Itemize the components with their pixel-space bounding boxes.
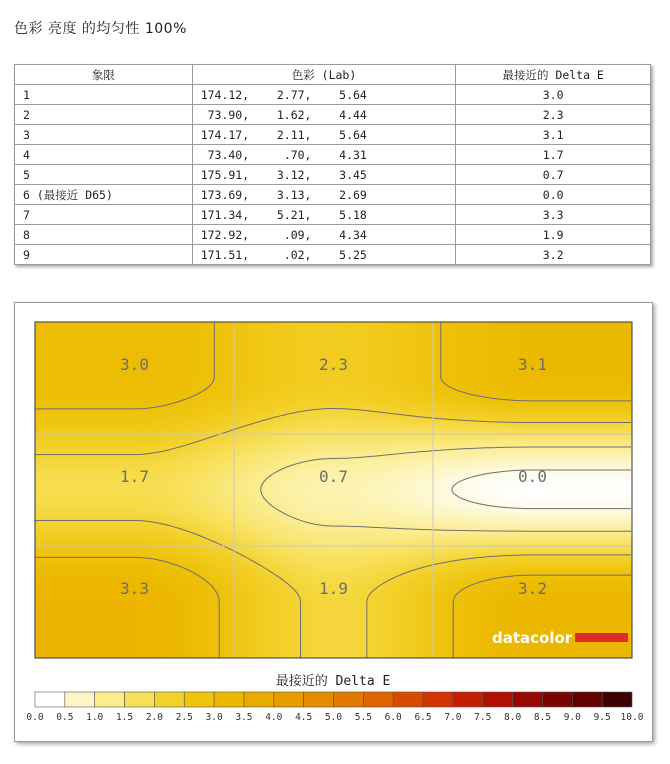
cell-value-label: 3.0 [120,355,149,374]
color-scale-tick-label: 4.5 [295,712,313,723]
color-scale-segment [95,692,125,707]
cell-quadrant: 5 [15,165,193,185]
uniformity-chart-panel [14,302,653,742]
color-scale-segment [154,692,184,707]
color-scale-segment [393,692,423,707]
color-scale-segment [513,692,543,707]
cell-quadrant: 6 (最接近 D65) [15,185,193,205]
color-scale-segment [334,692,364,707]
color-scale-tick-label: 10.0 [620,712,644,723]
color-scale-tick-label: 2.5 [175,712,193,723]
cell-delta-e: 0.7 [456,165,651,185]
cell-value-label: 3.2 [518,579,547,598]
color-scale [26,692,643,723]
color-scale-tick-label: 8.5 [533,712,552,723]
color-scale-tick-label: 1.0 [86,712,104,723]
cell-delta-e: 0.0 [456,185,651,205]
color-scale-tick-label: 1.5 [115,712,134,723]
cell-lab: 171.34, 5.21, 5.18 [192,205,456,225]
table-row [15,85,651,105]
datacolor-logo: datacolor [492,629,573,647]
cell-lab: 73.90, 1.62, 4.44 [192,105,456,125]
color-scale-segment [542,692,572,707]
color-scale-tick-label: 4.0 [265,712,283,723]
cell-value-label: 0.0 [518,467,547,486]
cell-lab: 174.17, 2.11, 5.64 [192,125,456,145]
color-scale-segment [35,692,65,707]
color-scale-tick-label: 0.5 [56,712,74,723]
color-scale-segment [602,692,632,707]
table-row [15,205,651,225]
cell-lab: 171.51, .02, 5.25 [192,245,456,265]
quadrant-table [14,64,651,265]
cell-quadrant: 7 [15,205,193,225]
cell-quadrant: 9 [15,245,193,265]
cell-lab: 73.40, .70, 4.31 [192,145,456,165]
legend-title: 最接近的 Delta E [275,674,391,689]
header-quadrant: 象限 [15,65,193,85]
color-scale-tick-label: 9.0 [563,712,581,723]
cell-quadrant: 3 [15,125,193,145]
cell-delta-e: 3.0 [456,85,651,105]
cell-quadrant: 8 [15,225,193,245]
color-scale-tick-label: 7.5 [474,712,492,723]
cell-delta-e: 1.9 [456,225,651,245]
uniformity-heatmap [15,303,652,741]
cell-delta-e: 1.7 [456,145,651,165]
color-scale-segment [572,692,602,707]
cell-value-label: 3.1 [518,355,547,374]
table-row [15,165,651,185]
color-scale-segment [214,692,244,707]
color-scale-tick-label: 2.0 [145,712,163,723]
cell-delta-e: 3.1 [456,125,651,145]
color-scale-tick-label: 8.0 [504,712,522,723]
color-scale-segment [244,692,274,707]
color-scale-tick-label: 3.0 [205,712,223,723]
cell-value-label: 2.3 [319,355,348,374]
table-row [15,245,651,265]
page-title: 色彩 亮度 的均匀性 100% [14,21,187,37]
table-header-row [15,65,651,85]
color-scale-segment [125,692,155,707]
cell-lab: 174.12, 2.77, 5.64 [192,85,456,105]
color-scale-segment [483,692,513,707]
color-scale-tick-label: 6.0 [384,712,402,723]
cell-delta-e: 2.3 [456,105,651,125]
datacolor-logo-bar [575,633,628,642]
color-scale-segment [453,692,483,707]
cell-value-label: 3.3 [120,579,149,598]
color-scale-tick-label: 5.0 [324,712,343,723]
header-delta-e: 最接近的 Delta E [456,65,651,85]
color-scale-tick-label: 3.5 [235,712,253,723]
color-scale-segment [304,692,334,707]
color-scale-tick-label: 0.0 [26,712,44,723]
color-scale-tick-label: 5.5 [354,712,372,723]
color-scale-tick-label: 9.5 [593,712,611,723]
color-scale-tick-label: 7.0 [444,712,462,723]
cell-value-label: 1.9 [319,579,348,598]
cell-lab: 172.92, .09, 4.34 [192,225,456,245]
table-row [15,145,651,165]
cell-lab: 173.69, 3.13, 2.69 [192,185,456,205]
cell-quadrant: 2 [15,105,193,125]
color-scale-segment [363,692,393,707]
color-scale-tick-label: 6.5 [414,712,432,723]
header-lab: 色彩 (Lab) [192,65,456,85]
cell-lab: 175.91, 3.12, 3.45 [192,165,456,185]
cell-quadrant: 4 [15,145,193,165]
cell-quadrant: 1 [15,85,193,105]
cell-delta-e: 3.2 [456,245,651,265]
table-row [15,105,651,125]
cell-value-label: 1.7 [120,467,149,486]
cell-delta-e: 3.3 [456,205,651,225]
table-row [15,225,651,245]
color-scale-segment [184,692,214,707]
color-scale-segment [274,692,304,707]
table-row [15,125,651,145]
table-row [15,185,651,205]
cell-value-label: 0.7 [319,467,348,486]
color-scale-segment [65,692,95,707]
color-scale-segment [423,692,453,707]
